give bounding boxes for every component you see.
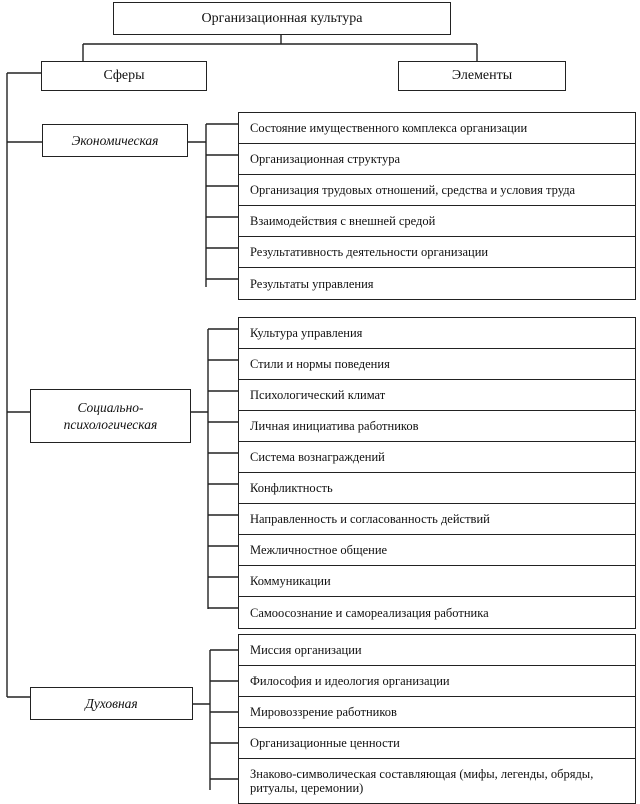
list-item: Мировоззрение работников — [239, 697, 635, 728]
sphere-socio-label-line2: психологическая — [63, 417, 158, 432]
list-item: Организация трудовых отношений, средства и условия труда — [239, 175, 635, 206]
economic-elements-list — [238, 112, 636, 300]
list-item: Конфликтность — [239, 473, 635, 504]
list-item: Состояние имущественного комплекса организации — [239, 113, 635, 144]
list-item: Личная инициатива работников — [239, 411, 635, 442]
sphere-spiritual — [30, 687, 193, 720]
list-item: Стили и нормы поведения — [239, 349, 635, 380]
list-item: Межличностное общение — [239, 535, 635, 566]
elements-header — [398, 61, 566, 91]
list-item: Взаимодействия с внешней средой — [239, 206, 635, 237]
list-item: Направленность и согласованность действий — [239, 504, 635, 535]
sphere-economic — [42, 124, 188, 157]
title-box — [113, 2, 451, 35]
list-item: Организационная структура — [239, 144, 635, 175]
socio-elements-list — [238, 317, 636, 629]
list-item: Результаты управления — [250, 276, 374, 291]
list-item: Философия и идеология организации — [239, 666, 635, 697]
spiritual-elements-list — [238, 634, 636, 804]
sphere-spiritual-label: Духовная — [85, 696, 138, 711]
page-title: Организационная культура — [201, 10, 363, 26]
list-item: Самоосознание и самореализация работника — [250, 605, 489, 620]
spheres-header-label: Сферы — [103, 68, 145, 83]
list-item: Организационные ценности — [239, 728, 635, 759]
elements-header-label: Элементы — [451, 68, 513, 83]
list-item: Результативность деятельности организации — [239, 237, 635, 268]
list-item: Культура управления — [239, 318, 635, 349]
list-item: Миссия организации — [239, 635, 635, 666]
sphere-socio-psychological — [30, 389, 191, 443]
sphere-socio-label-line1: Социально- — [77, 400, 144, 415]
list-item: Знаково-символическая составляющая (мифы, легенды, обряды, ритуалы, церемонии) — [250, 767, 594, 795]
list-item: Система вознаграждений — [239, 442, 635, 473]
list-item: Психологический климат — [239, 380, 635, 411]
spheres-header — [41, 61, 207, 91]
sphere-economic-label: Экономическая — [71, 133, 159, 148]
list-item: Коммуникации — [239, 566, 635, 597]
